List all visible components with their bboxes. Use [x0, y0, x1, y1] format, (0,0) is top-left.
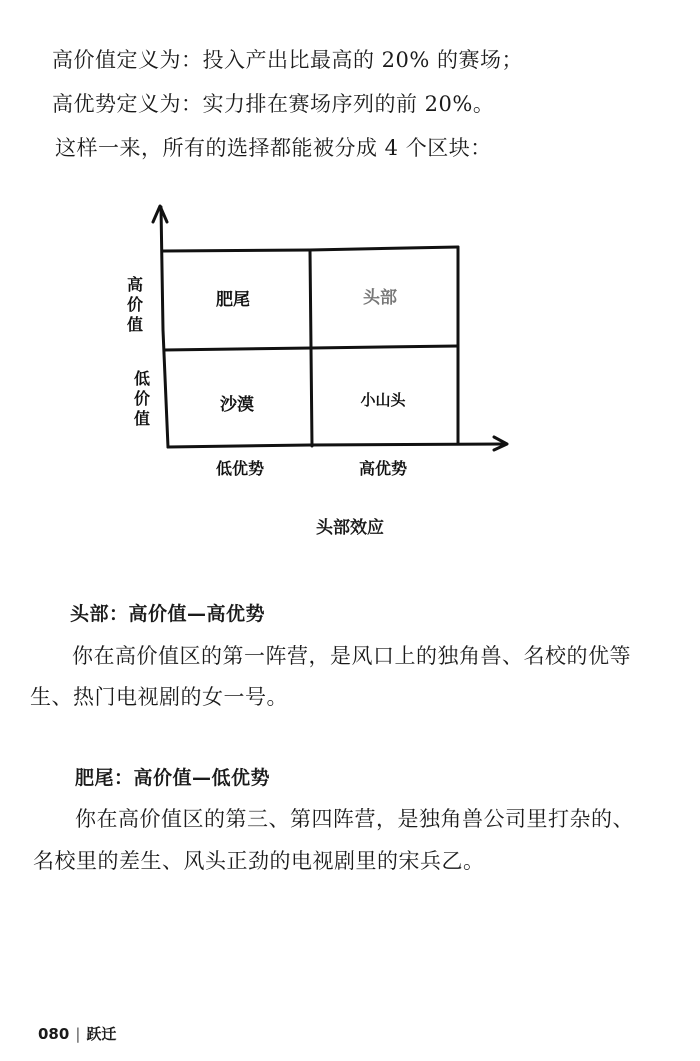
section-paragraph-line: 生、热门电视剧的女一号。	[30, 685, 288, 709]
intro-line-1: 高价值定义为：投入产出比最高的 20% 的赛场；	[52, 48, 524, 72]
y-axis-line	[161, 207, 168, 447]
page-number: 080	[38, 1025, 70, 1043]
quadrant-bottom-left-label: 沙漠	[220, 395, 254, 415]
intro-line-3: 这样一来，所有的选择都能被分成 4 个区块：	[55, 136, 492, 160]
y-axis-label-high	[127, 275, 143, 334]
x-axis-line	[168, 444, 505, 447]
figure-caption: 头部效应	[316, 518, 384, 538]
svg-text:值: 值	[133, 409, 151, 428]
section-paragraph-line: 名校里的差生、风头正劲的电视剧里的宋兵乙。	[33, 849, 485, 873]
x-axis-label-low: 低优势	[215, 459, 265, 478]
quadrant-top-left-label: 肥尾	[216, 290, 250, 310]
page-footer	[38, 1023, 116, 1044]
svg-text:值: 值	[126, 315, 144, 334]
box-middle-horizontal-line	[164, 346, 458, 350]
svg-text:高: 高	[126, 275, 144, 294]
quadrant-bottom-right-label: 小山头	[360, 391, 406, 409]
y-axis-label-low	[134, 369, 150, 428]
svg-text:低: 低	[133, 369, 151, 388]
head-effect-matrix-diagram	[0, 0, 700, 500]
footer-separator: |	[75, 1025, 81, 1043]
section-heading-fat-tail: 肥尾：高价值—低优势	[75, 767, 271, 789]
x-axis-label-high: 高优势	[358, 459, 408, 478]
quadrant-top-right-label: 头部	[363, 288, 397, 308]
section-paragraph-line: 你在高价值区的第三、第四阵营，是独角兽公司里打杂的、	[75, 807, 634, 831]
section-heading-head: 头部：高价值—高优势	[70, 603, 266, 625]
svg-text:价: 价	[133, 389, 151, 408]
book-title: 跃迁	[86, 1025, 117, 1043]
svg-text:价: 价	[126, 295, 144, 314]
section-paragraph-line: 你在高价值区的第一阵营，是风口上的独角兽、名校的优等	[72, 644, 631, 668]
intro-line-2: 高优势定义为：实力排在赛场序列的前 20%。	[52, 92, 495, 116]
